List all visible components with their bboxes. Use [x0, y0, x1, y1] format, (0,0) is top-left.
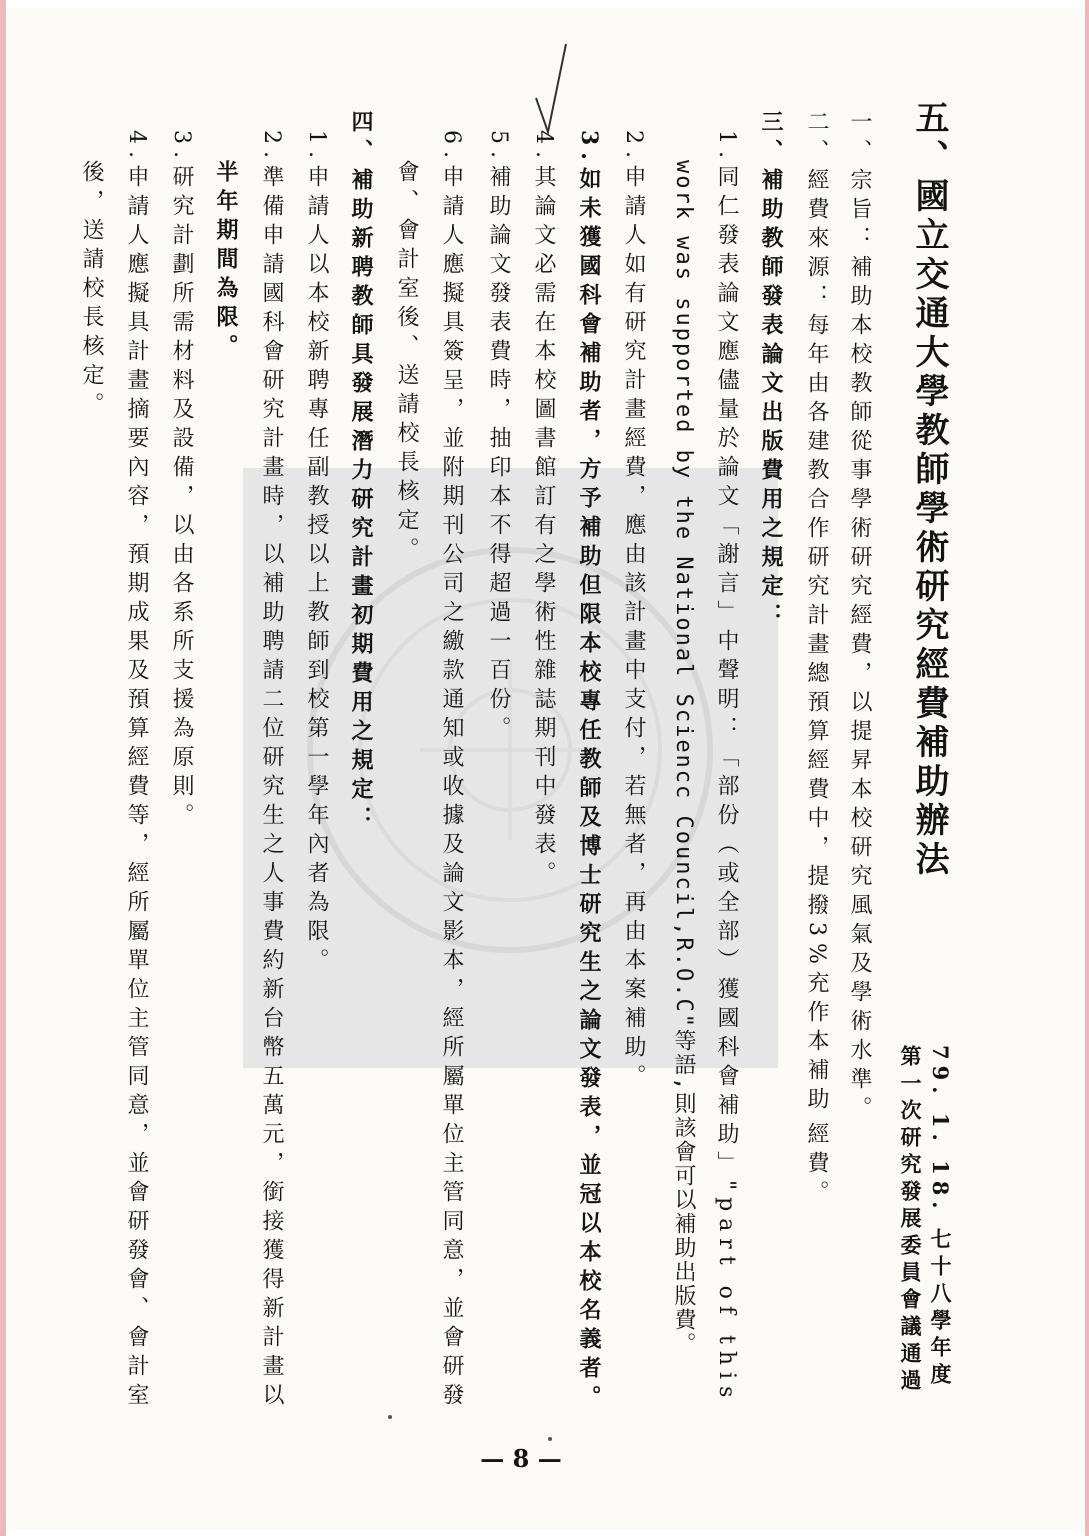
item-3-5: 5.補助論文發表費時，抽印本不得超過一百份。	[486, 130, 511, 745]
section-2-funding-line-1: 二、經費來源：每年由各建教合作研究計畫總預算經費中，提撥3%充作本補助	[804, 110, 829, 1116]
item-4-1: 1.申請人以本校新聘專任副教授以上教師到校第一學年內者為限。	[304, 130, 329, 977]
item-3-2: 2.申請人如有研究計畫經費，應由該計畫中支付，若無者，再由本案補助。	[621, 130, 646, 1093]
speck-mark	[388, 1415, 392, 1419]
item-3-3: 3.如未獲國科會補助者，方予補助但限本校專任教師及博士研究生之論文發表，並冠以本校名義者。	[576, 130, 602, 1414]
speck-mark	[548, 1437, 552, 1441]
approval-body: 第一次研究發展委員會議通過	[898, 1045, 923, 1396]
section-4-heading: 四、補助新聘教師具發展潛力研究計畫初期費用之規定：	[348, 110, 374, 835]
item-4-4-line-1: 4.申請人應擬具計畫摘要內容，預期成果及預算經費等，經所屬單位主管同意，並會研發會、會計室	[124, 130, 149, 1412]
page-edge-right	[1085, 0, 1089, 1536]
item-3-6-line-1: 6.申請人應擬具簽呈，並附期刊公司之繳款通知或收據及論文影本，經所屬單位主管同意，並會研發	[439, 130, 464, 1412]
item-3-1-line-2: work was supported by the National Sciencc Council,R.O.C"等語,則該會可以補助出版費。	[671, 160, 696, 1357]
item-3-4: 4.其論文必需在本校圖書館訂有之學術性雜誌期刊中發表。	[531, 130, 556, 890]
section-3-heading: 三、補助教師發表論文出版費用之規定：	[758, 110, 784, 632]
item-4-4-line-2: 後，送請校長核定。	[79, 160, 104, 421]
page-number: — 8 —	[480, 1444, 562, 1473]
item-4-2-line-2: 半年期間為限。	[213, 160, 239, 363]
approval-date: 79. 1. 18. 七十八學年度	[928, 1045, 953, 1390]
item-4-2-line-1: 2.準備申請國科會研究計畫時，以補助聘請二位研究生之人事費約新台幣五萬元，銜接獲得新計畫以	[259, 130, 284, 1412]
item-3-6-line-2: 會、會計室後、送請校長核定。	[394, 160, 419, 566]
item-4-3: 3.研究計劃所需材料及設備，以由各系所支援為原則。	[169, 130, 194, 832]
document-title: 五、國立交通大學教師學術研究經費補助辦法	[909, 100, 949, 880]
item-3-1-line-1: 1.同仁發表論文應儘量於論文「謝言」中聲明：「部份（或全部）獲國科會補助」"part of this	[714, 130, 739, 1405]
handwritten-check-mark-icon	[526, 40, 570, 140]
section-1-purpose: 一、宗旨：補助本校教師從事學術研究經費，以提昇本校研究風氣及學術水準。	[847, 110, 872, 1125]
section-2-funding-line-2: 經費。	[804, 1122, 829, 1209]
